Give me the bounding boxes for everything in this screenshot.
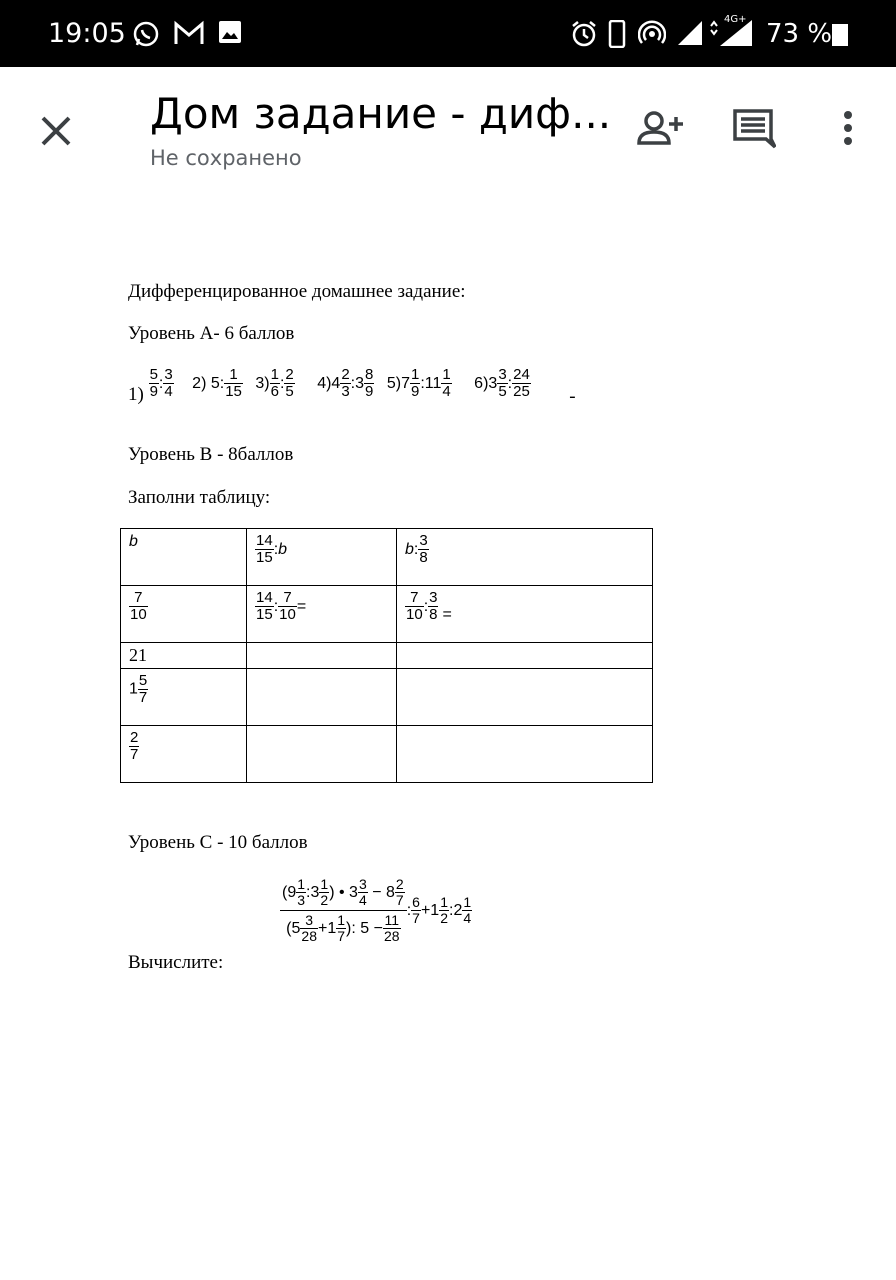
level-c-heading: Уровень С - 10 баллов bbox=[128, 832, 308, 853]
hotspot-icon bbox=[638, 20, 666, 53]
table-cell[interactable]: 21 bbox=[121, 643, 247, 669]
table-cell[interactable] bbox=[247, 643, 397, 669]
table-cell[interactable] bbox=[247, 669, 397, 726]
table-cell[interactable]: b: $\frac{3}{8}$ bbox=[397, 529, 653, 586]
exercise-1-number: 1) bbox=[128, 383, 144, 405]
fill-table-instruction: Заполни таблицу: bbox=[128, 487, 271, 508]
table-row bbox=[121, 586, 653, 643]
table-cell[interactable]: $\frac{7}{10}$ bbox=[121, 586, 247, 643]
close-button[interactable] bbox=[36, 111, 76, 151]
doc-heading: Дифференцированное домашнее задание: bbox=[128, 281, 466, 302]
share-button[interactable] bbox=[636, 109, 684, 154]
add-person-icon bbox=[636, 109, 684, 149]
battery-icon bbox=[832, 24, 848, 51]
close-icon bbox=[36, 111, 76, 151]
table-row bbox=[121, 669, 653, 726]
table-cell[interactable]: $\frac{2}{7}$ bbox=[121, 726, 247, 783]
more-options-button[interactable] bbox=[840, 109, 856, 154]
document-body[interactable] bbox=[0, 197, 896, 1280]
compute-label: Вычислите: bbox=[128, 952, 224, 973]
status-bar bbox=[0, 0, 896, 67]
table-row bbox=[121, 643, 653, 669]
table-cell[interactable] bbox=[397, 669, 653, 726]
table-cell[interactable]: $\frac{14}{15}$ :b bbox=[247, 529, 397, 586]
table-cell[interactable]: $\frac{7}{10}$ : $\frac{3}{8}$ = bbox=[397, 586, 653, 643]
alarm-icon bbox=[570, 20, 598, 53]
level-b-heading: Уровень В - 8баллов bbox=[128, 444, 294, 465]
table-cell[interactable]: b bbox=[121, 529, 247, 586]
table-cell[interactable]: 1 $\frac{5}{7}$ bbox=[121, 669, 247, 726]
table-cell[interactable] bbox=[397, 726, 653, 783]
table-cell[interactable]: $\frac{14}{15}$ : $\frac{7}{10}$ = bbox=[247, 586, 397, 643]
whatsapp-icon bbox=[132, 20, 160, 53]
status-time: 19:05 bbox=[48, 18, 126, 49]
comments-button[interactable] bbox=[732, 107, 776, 156]
exercise-5: 5)7 $\frac{1}{9}$ :11 $\frac{1}{4}$ bbox=[386, 366, 451, 401]
app-bar bbox=[0, 67, 896, 197]
level-a-exercises bbox=[128, 366, 576, 407]
exercise-2: 2) 5: $\frac{1}{15}$ bbox=[192, 366, 242, 401]
level-c-expression: (9 $\frac{1}{3}$ :3 $\frac{1}{2}$ ) • 3 $\frac{3}{4}$ − 8 $\frac{2}{7}$ (5 $\frac{3}{28}$ +1 $\frac{1}{7}$ ): 5 − $\frac{11}{28}$ : $\frac{6}{7}$ +1 $\frac{1}{2}$ :2 $\frac{1}{4}$ bbox=[282, 876, 472, 945]
table-cell[interactable] bbox=[397, 643, 653, 669]
exercise-3: 3) $\frac{1}{6}$ : $\frac{2}{5}$ bbox=[255, 366, 294, 401]
table-row bbox=[121, 529, 653, 586]
exercise-6: 6)3 $\frac{3}{5}$ : $\frac{24}{25}$ bbox=[474, 366, 530, 401]
signal-icon bbox=[676, 20, 704, 51]
more-vert-icon bbox=[840, 109, 856, 149]
gmail-icon bbox=[174, 20, 204, 51]
comment-icon bbox=[732, 107, 776, 151]
exercise-4: 4)4 $\frac{2}{3}$ :3 $\frac{8}{9}$ bbox=[317, 366, 374, 401]
document-title: Дом задание - диф... bbox=[150, 89, 612, 138]
trailing-dash: - bbox=[569, 385, 576, 407]
table-row bbox=[121, 726, 653, 783]
table-cell[interactable] bbox=[247, 726, 397, 783]
save-status: Не сохранено bbox=[150, 146, 302, 170]
gallery-icon bbox=[218, 20, 242, 49]
battery-percent: 73 % bbox=[766, 19, 833, 49]
vibrate-icon bbox=[608, 20, 626, 53]
exercise-table[interactable] bbox=[120, 528, 653, 783]
level-a-heading: Уровень А- 6 баллов bbox=[128, 323, 295, 344]
exercise-1: $\frac{5}{9}$ : $\frac{3}{4}$ bbox=[149, 366, 173, 401]
network-type-label: 4G+ bbox=[724, 14, 747, 25]
